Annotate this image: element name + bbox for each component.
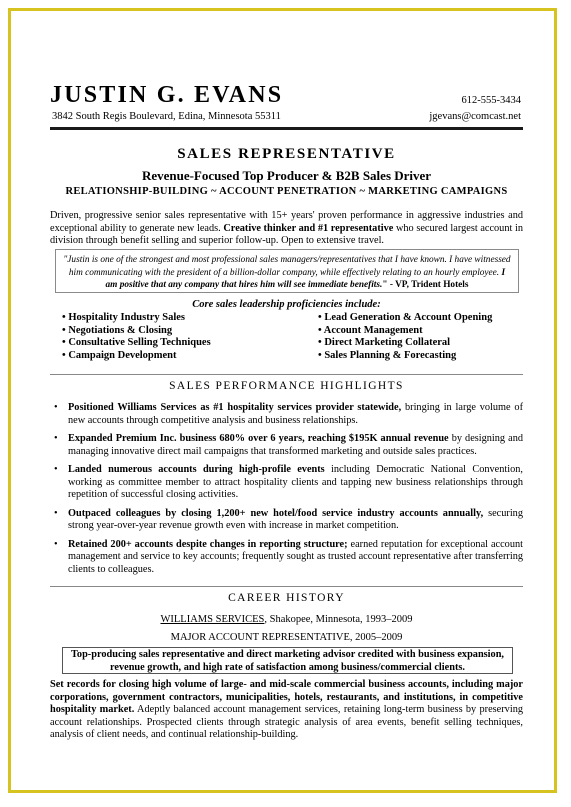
summary-paragraph	[50, 210, 523, 248]
testimonial-box	[55, 249, 519, 293]
employer-line	[50, 614, 523, 625]
employer-details: , Shakopee, Minnesota, 1993–2009	[264, 614, 413, 625]
list-item: • Landed numerous accounts during high-profile events including Democratic National Convention, working as committee member to attract hospitality clients and tapping new business relationships through repetition of successful closing activities.	[54, 464, 523, 500]
testimonial-attribution: " - VP, Trident Hotels	[382, 280, 469, 290]
list-item: • Outpaced colleagues by closing 1,200+ new hotel/food service industry accounts annually, securing strong year-over-year revenue growth even with increase in market competition.	[54, 507, 523, 531]
header-rule	[50, 127, 523, 130]
resume-subtitle: Revenue-Focused Top Producer & B2B Sales Driver	[141, 168, 432, 183]
testimonial-text: "Justin is one of the strongest and most professional sales managers/representatives that I have known. I have witnessed him communicating with the president of a billion-dollar company, while effectively relating to an hourly employee.	[63, 255, 511, 278]
summary-text-1: Driven, progressive senior sales representative with 15+ years' proven performance in aggressive industries and exceptional ability to generate new leads.	[50, 210, 523, 234]
list-item: • Campaign Development	[62, 349, 177, 361]
employer-name: WILLIAMS SERVICES	[160, 614, 265, 625]
section-divider	[50, 586, 523, 587]
list-item: • Sales Planning & Forecasting	[318, 349, 457, 361]
candidate-name: JUSTIN G. EVANS	[50, 82, 284, 108]
summary-text-2: who secured largest account in division through benefit selling and superior follow-up. Open to extensive travel.	[50, 222, 523, 246]
career-heading: CAREER HISTORY	[50, 592, 523, 604]
job-title: MAJOR ACCOUNT REPRESENTATIVE, 2005–2009	[170, 632, 403, 643]
resume-tags: RELATIONSHIP-BUILDING ~ ACCOUNT PENETRATION ~ MARKETING CAMPAIGNS	[65, 186, 508, 197]
role-summary-box: Top-producing sales representative and direct marketing advisor credited with business expansion, revenue growth, and high rate of satisfaction among business/commercial clients.	[62, 647, 513, 674]
highlights-list	[50, 402, 523, 582]
list-item: • Account Management	[318, 324, 423, 336]
list-item: • Retained 200+ accounts despite changes in reporting structure; earned reputation for exceptional account management and service to key accounts; frequently sought as trusted account representative after transferring clients to colleagues.	[54, 538, 523, 575]
list-item: • Lead Generation & Account Opening	[318, 312, 493, 323]
proficiencies-title: Core sales leadership proficiencies include:	[192, 299, 381, 310]
email-address: jgevans@comcast.net	[429, 111, 521, 122]
list-item: • Hospitality Industry Sales	[62, 312, 186, 323]
role-description-text: Adeptly balanced account management services, retaining long-term business by preserving account relationships. Prospected clients through strategic analysis of area events, benefit selling techniques, analysis of client needs, and continual relationship-building.	[50, 704, 523, 740]
list-item: • Direct Marketing Collateral	[318, 337, 451, 348]
highlights-heading: SALES PERFORMANCE HIGHLIGHTS	[50, 380, 523, 392]
summary-bold: Creative thinker and #1 representative	[223, 222, 394, 234]
page-border	[8, 8, 557, 793]
address: 3842 South Regis Boulevard, Edina, Minnesota 55311	[52, 111, 281, 122]
list-item: • Consultative Selling Techniques	[62, 337, 211, 348]
section-divider	[50, 374, 523, 375]
list-item: • Expanded Premium Inc. business 680% over 6 years, reaching $195K annual revenue by designing and managing innovative direct mail campaigns that transformed marketing and outside sales practices.	[54, 433, 523, 457]
role-description	[50, 679, 523, 742]
role-description-bold: Set records for closing high volume of large- and mid-scale commercial business accounts, including major corporations, government contractors, municipalities, hotels, restaurants, and institutions, in competitive hospitality market.	[50, 679, 523, 715]
phone-number: 612-555-3434	[461, 95, 521, 106]
resume-title: SALES REPRESENTATIVE	[177, 146, 396, 162]
list-item: • Positioned Williams Services as #1 hospitality services provider statewide, bringing in large volume of new accounts through competitive analysis and business relationships.	[54, 402, 523, 426]
proficiencies-left	[62, 312, 211, 362]
testimonial-bold: I am positive that any company that hires him will see immediate benefits.	[105, 267, 506, 290]
list-item: • Negotiations & Closing	[62, 324, 173, 336]
proficiencies-right	[318, 312, 492, 362]
